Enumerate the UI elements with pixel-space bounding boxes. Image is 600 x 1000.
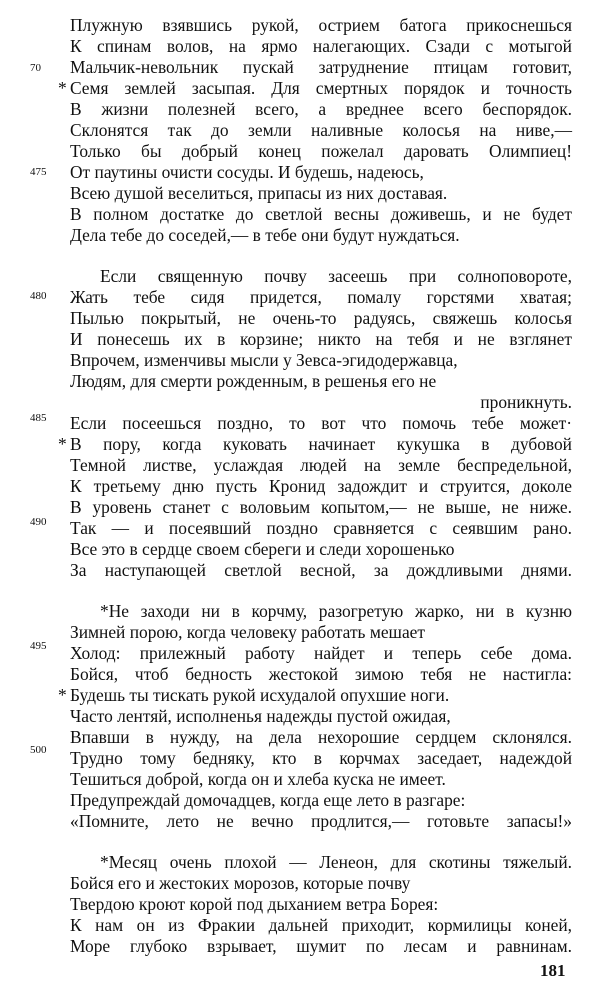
verse-line: Если священную почву засеешь при солноповороте,: [100, 266, 572, 286]
verse-line-continuation: проникнуть.: [480, 392, 572, 412]
verse-line: *Месяц очень плохой — Ленеон, для скотины тяжелый.: [100, 852, 572, 872]
verse-line: Часто лентяй, исполненья надежды пустой ожидая,: [70, 706, 451, 726]
asterisk-mark: *: [58, 78, 67, 98]
verse-line: Дела тебе до соседей,— в тебе они будут нуждаться.: [70, 225, 460, 245]
verse-line: Море глубоко взрывает, шумит по лесам и равнинам.: [70, 936, 572, 956]
verse-line: В жизни полезней всего, а вреднее всего беспорядок.: [70, 99, 572, 119]
verse-line: Бойся его и жестоких морозов, которые почву: [70, 873, 411, 893]
verse-line: *Не заходи ни в корчму, разогретую жарко, ни в кузню: [100, 601, 572, 621]
verse-line: К третьему дню пусть Кронид задождит и струится, доколе: [70, 476, 572, 496]
line-number: 480: [30, 290, 47, 302]
verse-line: За наступающей светлой весной, за дождливыми днями.: [70, 560, 572, 580]
verse-line: Пылью покрытый, не очень-то радуясь, свяжешь колосья: [70, 308, 572, 328]
verse-line: В пору, когда куковать начинает кукушка в дубовой: [70, 434, 572, 454]
verse-line: В уровень станет с воловьим копытом,— не выше, не ниже.: [70, 497, 572, 517]
verse-line: Предупреждай домочадцев, когда еще лето в разгаре:: [70, 790, 466, 810]
verse-line: Бойся, чтоб бедность жестокой зимою тебя не настигла:: [70, 664, 572, 684]
verse-line: Твердою кроют корой под дыханием ветра Борея:: [70, 894, 439, 914]
line-number: 500: [30, 744, 47, 756]
verse-line: Мальчик-невольник пускай затруднение птицам готовит,: [70, 57, 572, 77]
line-number: 475: [30, 166, 47, 178]
verse-line: Жать тебе сидя придется, помалу горстями хватая;: [70, 287, 572, 307]
line-number: 70: [30, 62, 41, 74]
verse-line: Все это в сердце своем сбереги и следи хорошенько: [70, 539, 455, 559]
asterisk-mark: *: [58, 685, 67, 705]
verse-line: Плужную взявшись рукой, острием батога прикоснешься: [70, 15, 572, 35]
verse-line: Так — и посеявший поздно сравняется с сеявшим рано.: [70, 518, 572, 538]
line-number: 490: [30, 516, 47, 528]
verse-line: Всею душой веселиться, припасы из них доставая.: [70, 183, 448, 203]
verse-line: От паутины очисти сосуды. И будешь, надеюсь,: [70, 162, 424, 182]
verse-line: Будешь ты тискать рукой исхудалой опухшие ноги.: [70, 685, 450, 705]
verse-line: «Помните, лето не вечно продлится,— готовьте запасы!»: [70, 811, 572, 831]
verse-line: Зимней порою, когда человеку работать мешает: [70, 622, 425, 642]
verse-line: Темной листве, услаждая людей на земле беспредельной,: [70, 455, 572, 475]
verse-line: Склонятся так до земли наливные колосья на ниве,—: [70, 120, 572, 140]
verse-line: Если посеешься поздно, то вот что помочь тебе может·: [70, 413, 572, 433]
line-number: 495: [30, 640, 47, 652]
verse-line: Трудно тому бедняку, кто в корчмах заседает, надеждой: [70, 748, 572, 768]
line-number: 485: [30, 412, 47, 424]
verse-line: Семя землей засыпая. Для смертных порядок и точность: [70, 78, 572, 98]
verse-line: Впрочем, изменчивы мысли у Зевса-эгидодержавца,: [70, 350, 458, 370]
asterisk-mark: *: [58, 434, 67, 454]
verse-line: К спинам волов, на ярмо налегающих. Сзади с мотыгой: [70, 36, 572, 56]
verse-line: Людям, для смерти рожденным, в решенья его не: [70, 371, 437, 391]
verse-line: Тешиться доброй, когда он и хлеба куска не имеет.: [70, 769, 446, 789]
page-number: 181: [540, 961, 566, 980]
verse-line: В полном достатке до светлой весны доживешь, и не будет: [70, 204, 572, 224]
verse-line: Только бы добрый конец пожелал даровать Олимпиец!: [70, 141, 572, 161]
verse-line: Холод: прилежный работу найдет и теперь себе дома.: [70, 643, 572, 663]
verse-line: И понесешь их в корзине; никто на тебя и не взглянет: [70, 329, 572, 349]
verse-line: Впавши в нужду, на дела нехорошие сердцем склонялся.: [70, 727, 572, 747]
verse-line: К нам он из Фракии дальней приходит, кормилицы коней,: [70, 915, 572, 935]
